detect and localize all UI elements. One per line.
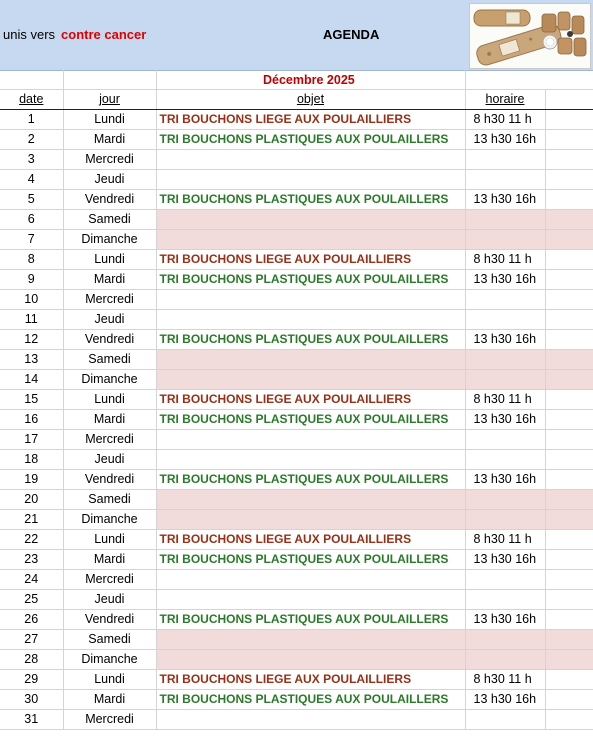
empty-cell (545, 510, 593, 530)
empty-cell (545, 170, 593, 190)
date-cell: 8 (0, 250, 63, 270)
objet-cell: TRI BOUCHONS PLASTIQUES AUX POULAILLERS (156, 610, 465, 630)
empty-cell (545, 530, 593, 550)
date-cell: 7 (0, 230, 63, 250)
empty-cell (545, 550, 593, 570)
horaire-cell (465, 150, 545, 170)
date-cell: 1 (0, 110, 63, 130)
date-cell: 31 (0, 710, 63, 730)
objet-cell: TRI BOUCHONS LIEGE AUX POULAILLIERS (156, 530, 465, 550)
empty-cell (545, 630, 593, 650)
empty-cell (545, 350, 593, 370)
date-cell: 19 (0, 470, 63, 490)
horaire-cell: 13 h30 16h (465, 410, 545, 430)
horaire-cell: 8 h30 11 h (465, 390, 545, 410)
date-cell: 2 (0, 130, 63, 150)
column-header-date: date (0, 90, 63, 110)
horaire-cell (465, 570, 545, 590)
objet-cell (156, 570, 465, 590)
date-cell: 12 (0, 330, 63, 350)
horaire-cell: 13 h30 16h (465, 550, 545, 570)
empty-cell (545, 110, 593, 130)
table-row (0, 370, 593, 390)
objet-cell: TRI BOUCHONS PLASTIQUES AUX POULAILLERS (156, 130, 465, 150)
horaire-cell: 8 h30 11 h (465, 250, 545, 270)
organization-prefix: unis vers (3, 27, 56, 42)
day-cell: Samedi (63, 350, 156, 370)
table-row (0, 510, 593, 530)
day-cell: Mardi (63, 270, 156, 290)
objet-cell (156, 230, 465, 250)
empty-cell (545, 290, 593, 310)
empty-cell (545, 390, 593, 410)
day-cell: Dimanche (63, 370, 156, 390)
empty-cell (0, 70, 63, 90)
date-cell: 5 (0, 190, 63, 210)
horaire-cell: 13 h30 16h (465, 470, 545, 490)
table-row (0, 230, 593, 250)
corks-photo-icon (469, 3, 591, 69)
organization-highlight: contre cancer (61, 27, 147, 42)
table-row (0, 210, 593, 230)
horaire-cell: 13 h30 16h (465, 270, 545, 290)
table-row (0, 490, 593, 510)
horaire-cell: 13 h30 16h (465, 690, 545, 710)
objet-cell (156, 710, 465, 730)
day-cell: Dimanche (63, 650, 156, 670)
table-row (0, 290, 593, 310)
date-cell: 29 (0, 670, 63, 690)
day-cell: Jeudi (63, 170, 156, 190)
objet-cell (156, 490, 465, 510)
empty-cell (545, 190, 593, 210)
empty-cell (545, 210, 593, 230)
day-cell: Mercredi (63, 570, 156, 590)
column-header-objet: objet (156, 90, 465, 110)
page-header (0, 0, 593, 71)
day-cell: Dimanche (63, 230, 156, 250)
horaire-cell: 8 h30 11 h (465, 530, 545, 550)
day-cell: Mardi (63, 690, 156, 710)
day-cell: Mercredi (63, 710, 156, 730)
horaire-cell (465, 430, 545, 450)
objet-cell (156, 310, 465, 330)
objet-cell: TRI BOUCHONS PLASTIQUES AUX POULAILLERS (156, 410, 465, 430)
horaire-cell: 13 h30 16h (465, 610, 545, 630)
empty-cell (545, 150, 593, 170)
table-row (0, 450, 593, 470)
table-row (0, 130, 593, 150)
date-cell: 10 (0, 290, 63, 310)
empty-cell (545, 90, 593, 110)
day-cell: Mardi (63, 410, 156, 430)
objet-cell (156, 150, 465, 170)
empty-cell (545, 330, 593, 350)
day-cell: Vendredi (63, 190, 156, 210)
horaire-cell (465, 590, 545, 610)
horaire-cell (465, 310, 545, 330)
date-cell: 13 (0, 350, 63, 370)
day-cell: Vendredi (63, 610, 156, 630)
date-cell: 23 (0, 550, 63, 570)
date-cell: 21 (0, 510, 63, 530)
day-cell: Samedi (63, 630, 156, 650)
day-cell: Vendredi (63, 470, 156, 490)
date-cell: 6 (0, 210, 63, 230)
date-cell: 11 (0, 310, 63, 330)
horaire-cell: 13 h30 16h (465, 130, 545, 150)
table-row (0, 670, 593, 690)
table-row (0, 610, 593, 630)
objet-cell (156, 370, 465, 390)
objet-cell (156, 450, 465, 470)
empty-cell (545, 450, 593, 470)
empty-cell (545, 410, 593, 430)
empty-cell (545, 610, 593, 630)
date-cell: 15 (0, 390, 63, 410)
empty-cell (545, 310, 593, 330)
date-cell: 17 (0, 430, 63, 450)
objet-cell (156, 650, 465, 670)
objet-cell: TRI BOUCHONS LIEGE AUX POULAILLIERS (156, 110, 465, 130)
day-cell: Lundi (63, 670, 156, 690)
table-row (0, 470, 593, 490)
table-row (0, 310, 593, 330)
horaire-cell (465, 510, 545, 530)
horaire-cell (465, 210, 545, 230)
empty-cell (545, 490, 593, 510)
day-cell: Mercredi (63, 430, 156, 450)
horaire-cell (465, 710, 545, 730)
day-cell: Lundi (63, 390, 156, 410)
empty-cell (63, 70, 156, 90)
empty-cell (545, 470, 593, 490)
day-cell: Vendredi (63, 330, 156, 350)
table-row (0, 330, 593, 350)
objet-cell: TRI BOUCHONS PLASTIQUES AUX POULAILLERS (156, 270, 465, 290)
page-title: AGENDA (323, 27, 380, 42)
organization-name (3, 27, 146, 42)
horaire-cell (465, 450, 545, 470)
horaire-cell (465, 490, 545, 510)
date-cell: 22 (0, 530, 63, 550)
date-cell: 28 (0, 650, 63, 670)
objet-cell: TRI BOUCHONS PLASTIQUES AUX POULAILLERS (156, 690, 465, 710)
date-cell: 4 (0, 170, 63, 190)
table-row (0, 190, 593, 210)
empty-cell (545, 710, 593, 730)
day-cell: Jeudi (63, 310, 156, 330)
objet-cell: TRI BOUCHONS PLASTIQUES AUX POULAILLERS (156, 330, 465, 350)
date-cell: 20 (0, 490, 63, 510)
objet-cell: TRI BOUCHONS LIEGE AUX POULAILLIERS (156, 390, 465, 410)
horaire-cell (465, 290, 545, 310)
table-row (0, 550, 593, 570)
objet-cell (156, 430, 465, 450)
day-cell: Mardi (63, 550, 156, 570)
objet-cell (156, 290, 465, 310)
day-cell: Lundi (63, 110, 156, 130)
column-header-horaire: horaire (465, 90, 545, 110)
table-row (0, 710, 593, 730)
date-cell: 24 (0, 570, 63, 590)
table-row (0, 270, 593, 290)
horaire-cell (465, 350, 545, 370)
objet-cell: TRI BOUCHONS LIEGE AUX POULAILLIERS (156, 250, 465, 270)
horaire-cell (465, 230, 545, 250)
day-cell: Dimanche (63, 510, 156, 530)
empty-cell (545, 650, 593, 670)
table-row (0, 410, 593, 430)
table-row (0, 350, 593, 370)
objet-cell: TRI BOUCHONS PLASTIQUES AUX POULAILLERS (156, 470, 465, 490)
date-cell: 26 (0, 610, 63, 630)
horaire-cell (465, 630, 545, 650)
horaire-cell: 8 h30 11 h (465, 110, 545, 130)
table-row (0, 530, 593, 550)
empty-cell (545, 430, 593, 450)
objet-cell: TRI BOUCHONS PLASTIQUES AUX POULAILLERS (156, 190, 465, 210)
table-row (0, 390, 593, 410)
date-cell: 16 (0, 410, 63, 430)
table-row (0, 430, 593, 450)
table-row (0, 690, 593, 710)
date-cell: 25 (0, 590, 63, 610)
objet-cell (156, 510, 465, 530)
day-cell: Mercredi (63, 150, 156, 170)
objet-cell (156, 590, 465, 610)
objet-cell: TRI BOUCHONS PLASTIQUES AUX POULAILLERS (156, 550, 465, 570)
day-cell: Mardi (63, 130, 156, 150)
date-cell: 14 (0, 370, 63, 390)
empty-cell (545, 590, 593, 610)
horaire-cell: 8 h30 11 h (465, 670, 545, 690)
horaire-cell (465, 370, 545, 390)
month-label: Décembre 2025 (263, 73, 355, 87)
day-cell: Lundi (63, 250, 156, 270)
column-header-jour: jour (63, 90, 156, 110)
empty-cell (545, 670, 593, 690)
empty-cell (545, 230, 593, 250)
table-row (0, 570, 593, 590)
table-row (0, 650, 593, 670)
table-row (0, 110, 593, 130)
date-cell: 18 (0, 450, 63, 470)
horaire-cell: 13 h30 16h (465, 330, 545, 350)
empty-cell (465, 70, 593, 90)
objet-cell (156, 210, 465, 230)
empty-cell (545, 570, 593, 590)
objet-cell (156, 350, 465, 370)
date-cell: 3 (0, 150, 63, 170)
objet-cell: TRI BOUCHONS LIEGE AUX POULAILLIERS (156, 670, 465, 690)
horaire-cell: 13 h30 16h (465, 190, 545, 210)
day-cell: Lundi (63, 530, 156, 550)
empty-cell (545, 690, 593, 710)
empty-cell (545, 270, 593, 290)
day-cell: Jeudi (63, 590, 156, 610)
day-cell: Samedi (63, 210, 156, 230)
empty-cell (545, 130, 593, 150)
horaire-cell (465, 170, 545, 190)
table-row (0, 250, 593, 270)
objet-cell (156, 170, 465, 190)
objet-cell (156, 630, 465, 650)
day-cell: Jeudi (63, 450, 156, 470)
agenda-table (0, 70, 593, 730)
column-header-row (0, 90, 593, 110)
empty-cell (545, 250, 593, 270)
table-row (0, 150, 593, 170)
date-cell: 9 (0, 270, 63, 290)
day-cell: Samedi (63, 490, 156, 510)
empty-cell (545, 370, 593, 390)
date-cell: 30 (0, 690, 63, 710)
date-cell: 27 (0, 630, 63, 650)
table-row (0, 590, 593, 610)
horaire-cell (465, 650, 545, 670)
day-cell: Mercredi (63, 290, 156, 310)
table-row (0, 170, 593, 190)
table-row (0, 630, 593, 650)
